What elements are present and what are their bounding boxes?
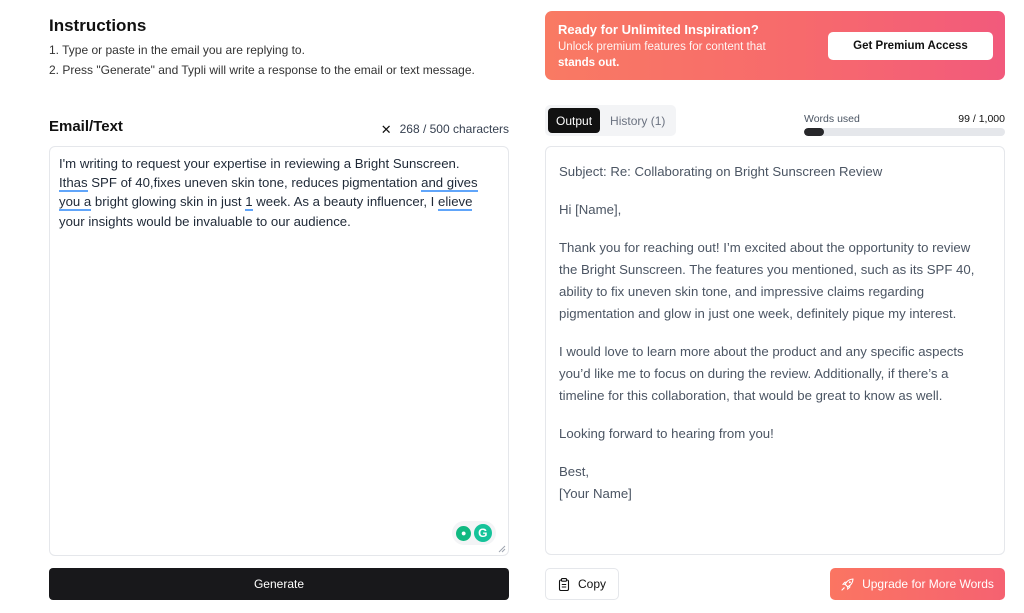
generated-response xyxy=(559,161,990,505)
tab-output[interactable]: Output xyxy=(548,108,600,133)
promo-title: Ready for Unlimited Inspiration? xyxy=(558,22,759,37)
premium-promo-banner xyxy=(545,11,1005,80)
output-area xyxy=(545,146,1005,555)
tab-history[interactable]: History (1) xyxy=(610,113,666,128)
resize-handle-icon[interactable] xyxy=(498,545,506,553)
spelling-suggestion[interactable]: Ithas xyxy=(59,175,88,191)
email-text-label: Email/Text xyxy=(49,118,123,135)
grammar-suggestion[interactable]: you a xyxy=(59,194,92,210)
character-count-text: 268 / 500 characters xyxy=(399,122,509,136)
clipboard-icon xyxy=(558,578,570,591)
copy-button-label: Copy xyxy=(577,577,606,591)
output-signature: [Your Name] xyxy=(559,486,632,501)
grammar-suggestion[interactable]: 1 xyxy=(245,194,253,210)
output-paragraph-3: Looking forward to hearing from you! xyxy=(559,426,774,441)
email-text-input[interactable] xyxy=(49,146,509,556)
words-used-progress-bar xyxy=(804,128,1005,136)
promo-subtitle-bold: stands out. xyxy=(558,56,620,69)
grammarly-widget[interactable] xyxy=(452,521,496,545)
generate-button[interactable]: Generate xyxy=(49,568,509,600)
get-premium-access-button[interactable]: Get Premium Access xyxy=(828,32,993,60)
output-signoff: Best, xyxy=(559,464,590,479)
rocket-icon xyxy=(841,578,854,591)
output-subject: Subject: Re: Collaborating on Bright Sunscreen Review xyxy=(559,164,883,179)
output-greeting: Hi [Name], xyxy=(559,202,622,217)
upgrade-button[interactable] xyxy=(830,568,1005,600)
character-counter xyxy=(381,122,509,136)
output-tabs xyxy=(545,105,676,136)
lightbulb-icon[interactable]: ● xyxy=(456,526,471,541)
words-used-progress-fill xyxy=(804,128,824,136)
copy-button[interactable] xyxy=(545,568,619,600)
input-text-segment: SPF of 40,fixes uneven skin tone, reduces pigmentation xyxy=(87,175,422,191)
words-used-label: Words used xyxy=(804,113,860,125)
input-text-segment: week. As a beauty influencer, I xyxy=(252,194,439,210)
input-text-line-4: your insights would be invaluable to our audience. xyxy=(59,213,351,229)
input-text-segment: bright glowing skin in just xyxy=(91,194,246,210)
close-icon[interactable]: ✕ xyxy=(380,121,392,137)
output-paragraph-2: I would love to learn more about the product and any specific aspects you’d like me to focus on during the review. Additionally, if there’s a timeline for this collaboration, that would be great to know as well. xyxy=(559,344,964,403)
words-used-count: 99 / 1,000 xyxy=(958,113,1005,125)
grammarly-logo-icon[interactable]: G xyxy=(474,524,492,542)
instruction-step-2: 2. Press "Generate" and Typli will write a response to the email or text message. xyxy=(49,63,475,77)
promo-subtitle xyxy=(558,40,798,71)
upgrade-button-label: Upgrade for More Words xyxy=(862,577,994,591)
promo-subtitle-text: Unlock premium features for content that xyxy=(558,41,766,53)
output-paragraph-1: Thank you for reaching out! I’m excited about the opportunity to review the Bright Sunscreen. The features you mentioned, such as its SPF 40, ability to fix uneven skin tone, and impressive claims regarding pigmentation and glow in just one week, definitely pique my interest. xyxy=(559,240,975,321)
instruction-step-1: 1. Type or paste in the email you are replying to. xyxy=(49,43,305,57)
email-text-content[interactable] xyxy=(59,154,496,231)
instructions-title: Instructions xyxy=(49,16,147,35)
input-text-line-1: I'm writing to request your expertise in reviewing a Bright Sunscreen. xyxy=(59,156,460,171)
spelling-suggestion[interactable]: elieve xyxy=(438,194,473,210)
grammar-suggestion[interactable]: and gives xyxy=(421,175,478,191)
